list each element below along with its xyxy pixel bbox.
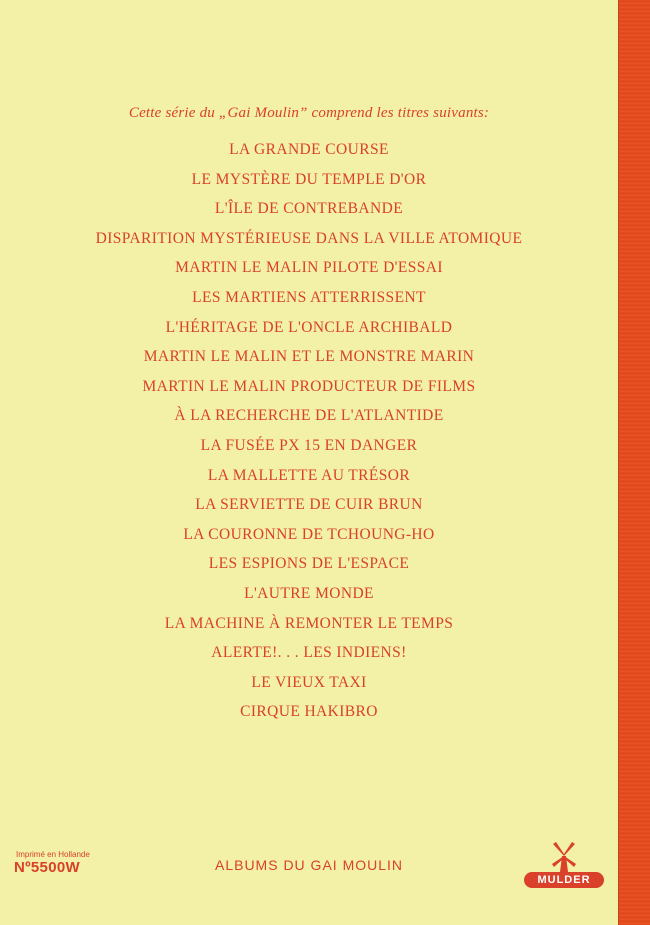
printed-in-label: Imprimé en Hollande (16, 850, 90, 859)
title-item: LE MYSTÈRE DU TEMPLE D'OR (191, 170, 427, 188)
book-spine (618, 0, 650, 925)
title-item: DISPARITION MYSTÉRIEUSE DANS LA VILLE ATOMIQUE (95, 229, 523, 247)
title-item: LA COURONNE DE TCHOUNG-HO (183, 525, 435, 543)
title-item: LES ESPIONS DE L'ESPACE (208, 555, 410, 573)
title-item: MARTIN LE MALIN ET LE MONSTRE MARIN (143, 348, 475, 366)
title-item: LE VIEUX TAXI (251, 673, 367, 691)
title-item: LA MALLETTE AU TRÉSOR (207, 466, 411, 484)
publisher-name: MULDER (524, 872, 604, 888)
title-item: MARTIN LE MALIN PRODUCTEUR DE FILMS (142, 377, 476, 395)
title-item: L'HÉRITAGE DE L'ONCLE ARCHIBALD (165, 318, 453, 336)
series-intro: Cette série du „Gai Moulin” comprend les titres suivants: (128, 105, 490, 121)
title-item: LA GRANDE COURSE (229, 141, 389, 158)
series-name: ALBUMS DU GAI MOULIN (214, 857, 404, 873)
title-item: CIRQUE HAKIBRO (240, 703, 378, 721)
title-list (0, 135, 618, 727)
publisher-logo (520, 840, 608, 888)
title-item: LES MARTIENS ATTERRISSENT (192, 288, 426, 306)
title-item: MARTIN LE MALIN PILOTE D'ESSAI (175, 259, 443, 277)
windmill-icon (520, 840, 608, 874)
title-item: LA SERVIETTE DE CUIR BRUN (195, 496, 423, 514)
title-item: LA FUSÉE PX 15 EN DANGER (200, 436, 418, 454)
title-item: L'AUTRE MONDE (244, 584, 374, 602)
title-item: ALERTE!. . . LES INDIENS! (211, 644, 407, 662)
title-item: L'ÎLE DE CONTREBANDE (214, 200, 404, 218)
title-item: LA MACHINE À REMONTER LE TEMPS (164, 614, 454, 632)
title-item: À LA RECHERCHE DE L'ATLANTIDE (174, 407, 444, 425)
catalog-number: Nº5500W (14, 859, 80, 876)
